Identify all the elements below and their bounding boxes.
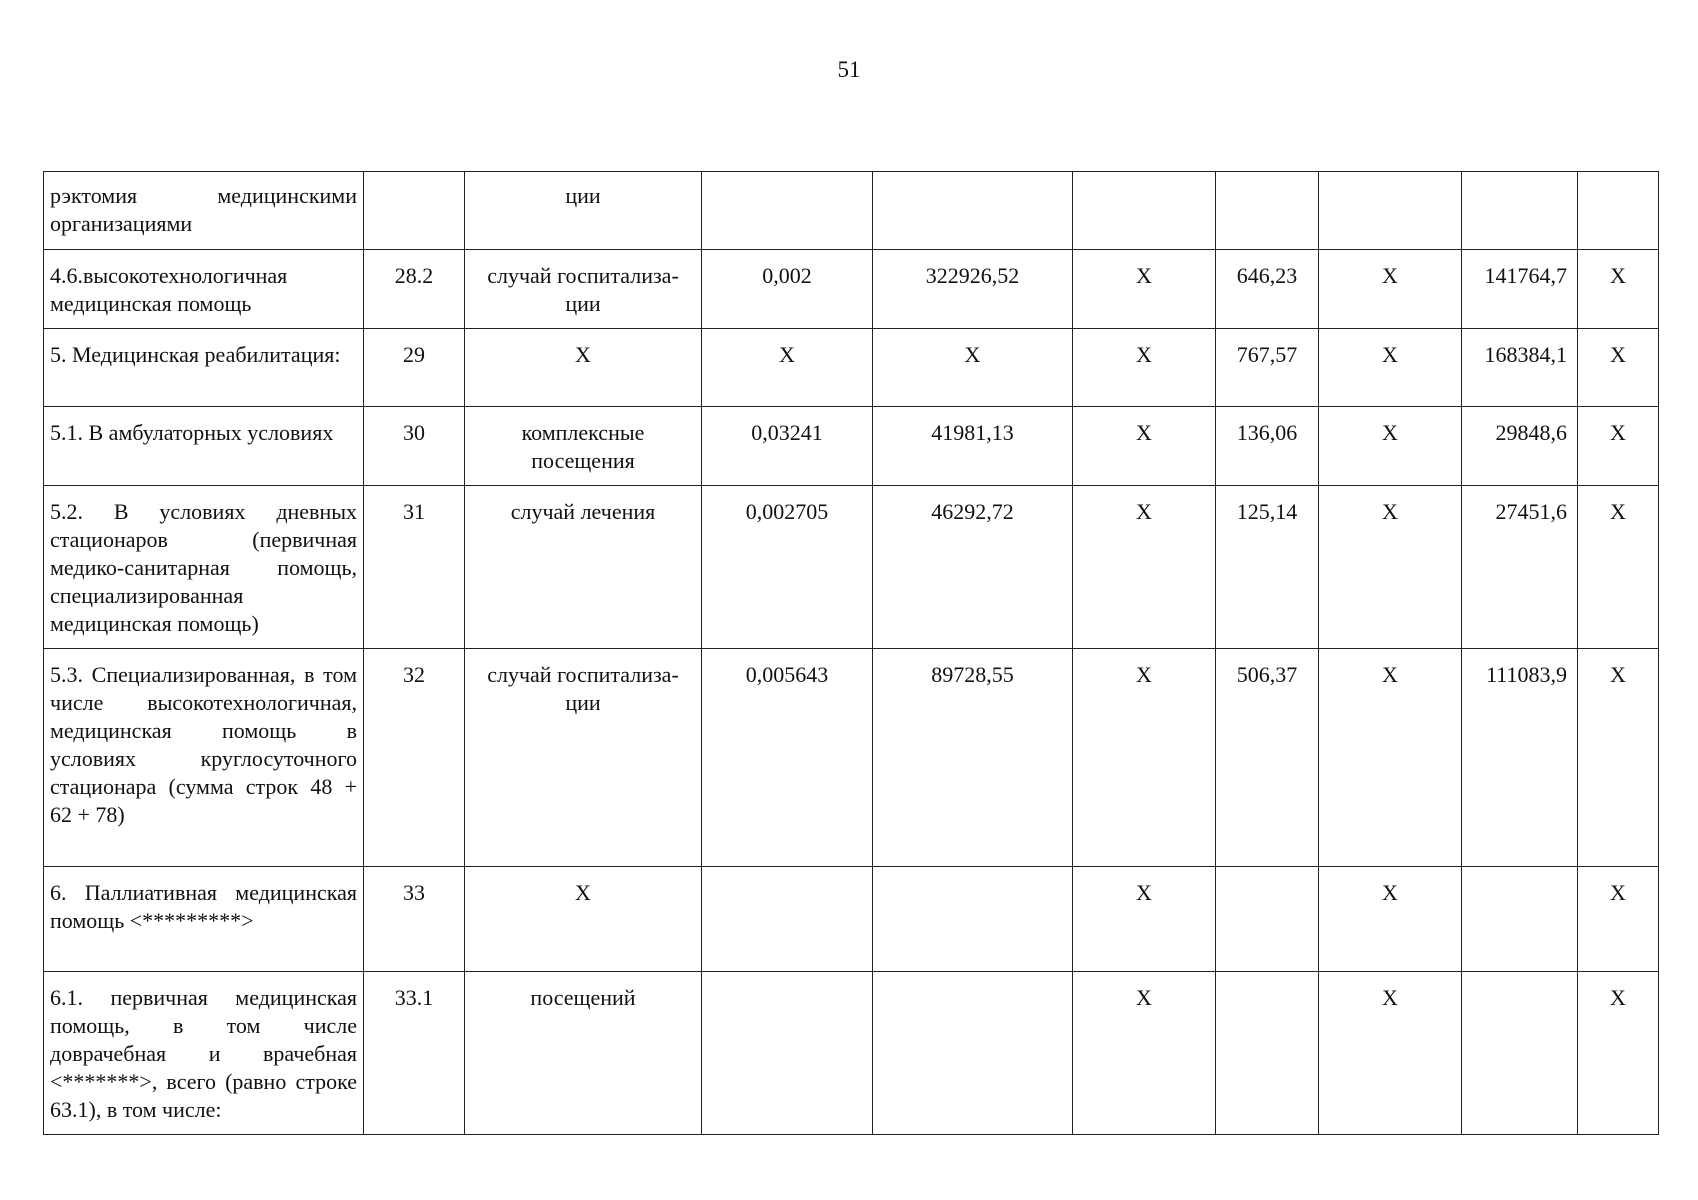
cost-cell: 322926,52 [873, 250, 1073, 329]
norm-cell: 0,005643 [702, 649, 873, 867]
col8-cell: X [1319, 867, 1462, 972]
col9-cell: 141764,7 [1462, 250, 1578, 329]
cost-cell: 46292,72 [873, 486, 1073, 649]
col9-cell: 111083,9 [1462, 649, 1578, 867]
col8-cell [1319, 172, 1462, 250]
row-name-cell: 6. Паллиативная медицинская помощь <*********> [44, 867, 364, 972]
row-name-cell: 4.6.высокотехнологичная медицинская помощь [44, 250, 364, 329]
col9-cell [1462, 972, 1578, 1135]
row-name-cell: рэктомия медицинскими организациями [44, 172, 364, 250]
row-code-cell: 33 [364, 867, 465, 972]
cost-cell: X [873, 329, 1073, 407]
col7-cell: 767,57 [1216, 329, 1319, 407]
row-name-cell: 5.2. В условиях дневных стационаров (первичная медико-санитарная помощь, специализированная медицинская помощь) [44, 486, 364, 649]
unit-cell: случай госпитализа-ции [465, 649, 702, 867]
unit-cell: X [465, 867, 702, 972]
col9-cell: 27451,6 [1462, 486, 1578, 649]
col10-cell: X [1578, 250, 1659, 329]
col8-cell: X [1319, 972, 1462, 1135]
col7-cell: 506,37 [1216, 649, 1319, 867]
table-row [44, 486, 1659, 649]
col7-cell [1216, 867, 1319, 972]
cost-cell: 89728,55 [873, 649, 1073, 867]
row-name-cell: 6.1. первичная медицинская помощь, в том числе доврачебная и врачебная <*******>, всего (равно строке 63.1), в том числе: [44, 972, 364, 1135]
row-code-cell: 30 [364, 407, 465, 486]
col8-cell: X [1319, 329, 1462, 407]
col7-cell [1216, 972, 1319, 1135]
unit-cell: комплексные посещения [465, 407, 702, 486]
norm-cell: 0,03241 [702, 407, 873, 486]
col8-cell: X [1319, 407, 1462, 486]
norm-cell: 0,002705 [702, 486, 873, 649]
page-number: 51 [837, 57, 861, 82]
table-row [44, 250, 1659, 329]
row-code-cell: 32 [364, 649, 465, 867]
col10-cell: X [1578, 329, 1659, 407]
table-row [44, 649, 1659, 867]
table-row [44, 172, 1659, 250]
col8-cell: X [1319, 486, 1462, 649]
col6-cell: X [1073, 407, 1216, 486]
cost-cell [873, 867, 1073, 972]
col8-cell: X [1319, 250, 1462, 329]
norm-cell [702, 172, 873, 250]
row-code-cell: 31 [364, 486, 465, 649]
unit-cell: X [465, 329, 702, 407]
col10-cell: X [1578, 972, 1659, 1135]
col10-cell: X [1578, 649, 1659, 867]
cost-cell [873, 172, 1073, 250]
col6-cell: X [1073, 250, 1216, 329]
col6-cell: X [1073, 329, 1216, 407]
unit-cell: посещений [465, 972, 702, 1135]
col9-cell: 29848,6 [1462, 407, 1578, 486]
norm-cell [702, 867, 873, 972]
col6-cell: X [1073, 972, 1216, 1135]
col10-cell: X [1578, 486, 1659, 649]
col8-cell: X [1319, 649, 1462, 867]
row-code-cell: 33.1 [364, 972, 465, 1135]
col6-cell: X [1073, 486, 1216, 649]
col10-cell: X [1578, 867, 1659, 972]
unit-cell: случай лечения [465, 486, 702, 649]
unit-cell: ции [465, 172, 702, 250]
row-code-cell: 28.2 [364, 250, 465, 329]
row-name-cell: 5. Медицинская реабилитация: [44, 329, 364, 407]
cost-cell [873, 972, 1073, 1135]
norm-cell [702, 972, 873, 1135]
table-row [44, 407, 1659, 486]
table-row [44, 867, 1659, 972]
norm-cell: 0,002 [702, 250, 873, 329]
col6-cell: X [1073, 867, 1216, 972]
col7-cell: 136,06 [1216, 407, 1319, 486]
row-code-cell [364, 172, 465, 250]
col9-cell: 168384,1 [1462, 329, 1578, 407]
col7-cell [1216, 172, 1319, 250]
col7-cell: 646,23 [1216, 250, 1319, 329]
col6-cell [1073, 172, 1216, 250]
row-name-cell: 5.3. Специализированная, в том числе высокотехнологичная, медицинская помощь в условиях круглосуточного стационара (сумма строк 48 + 62 + 78) [44, 649, 364, 867]
col10-cell [1578, 172, 1659, 250]
table-row [44, 329, 1659, 407]
col7-cell: 125,14 [1216, 486, 1319, 649]
row-code-cell: 29 [364, 329, 465, 407]
col6-cell: X [1073, 649, 1216, 867]
col10-cell: X [1578, 407, 1659, 486]
table-row [44, 972, 1659, 1135]
col9-cell [1462, 172, 1578, 250]
financing-table [43, 171, 1659, 1135]
row-name-cell: 5.1. В амбулаторных условиях [44, 407, 364, 486]
unit-cell: случай госпитализа-ции [465, 250, 702, 329]
norm-cell: X [702, 329, 873, 407]
cost-cell: 41981,13 [873, 407, 1073, 486]
col9-cell [1462, 867, 1578, 972]
